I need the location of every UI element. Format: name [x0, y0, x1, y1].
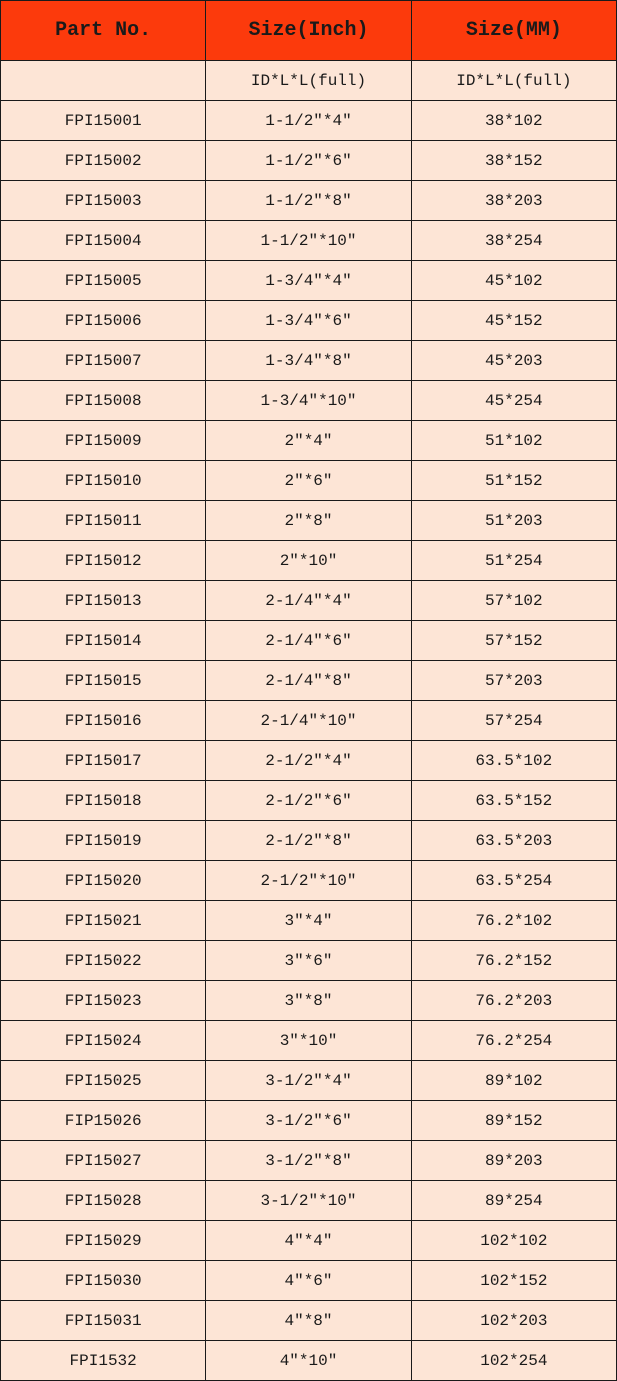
size-inch-cell: 4"*8" [206, 1301, 411, 1341]
part-no-cell: FPI15003 [1, 181, 206, 221]
part-no-cell: FPI15004 [1, 221, 206, 261]
header-size-mm: Size(MM) [411, 1, 616, 61]
table-row [1, 741, 617, 781]
size-mm-cell: 38*152 [411, 141, 616, 181]
table-row [1, 141, 617, 181]
table-row [1, 421, 617, 461]
size-inch-cell: 3"*10" [206, 1021, 411, 1061]
size-inch-cell: 3"*8" [206, 981, 411, 1021]
part-no-cell: FPI15024 [1, 1021, 206, 1061]
size-mm-cell: 57*102 [411, 581, 616, 621]
size-mm-cell: 45*102 [411, 261, 616, 301]
table-row [1, 1181, 617, 1221]
size-mm-cell: 76.2*102 [411, 901, 616, 941]
part-no-cell: FPI15014 [1, 621, 206, 661]
size-mm-cell: 38*102 [411, 101, 616, 141]
size-inch-cell: 1-1/2"*6" [206, 141, 411, 181]
part-no-cell: FPI15025 [1, 1061, 206, 1101]
part-no-cell: FPI15028 [1, 1181, 206, 1221]
size-inch-cell: 3-1/2"*6" [206, 1101, 411, 1141]
part-no-cell: FPI15020 [1, 861, 206, 901]
part-no-cell: FPI15016 [1, 701, 206, 741]
table-row [1, 381, 617, 421]
size-mm-cell: 45*254 [411, 381, 616, 421]
size-inch-cell: 3-1/2"*10" [206, 1181, 411, 1221]
size-inch-cell: 4"*10" [206, 1341, 411, 1381]
table-row [1, 261, 617, 301]
size-mm-cell: 89*102 [411, 1061, 616, 1101]
table-row [1, 581, 617, 621]
table-row [1, 621, 617, 661]
part-no-cell: FPI15023 [1, 981, 206, 1021]
size-inch-cell: 2-1/4"*4" [206, 581, 411, 621]
size-mm-cell: 63.5*203 [411, 821, 616, 861]
size-mm-cell: 63.5*152 [411, 781, 616, 821]
size-mm-cell: 102*203 [411, 1301, 616, 1341]
part-no-cell: FPI15022 [1, 941, 206, 981]
size-mm-cell: 102*254 [411, 1341, 616, 1381]
part-no-cell: FPI15031 [1, 1301, 206, 1341]
size-mm-cell: 76.2*254 [411, 1021, 616, 1061]
size-inch-cell: 1-3/4"*4" [206, 261, 411, 301]
size-inch-cell: 4"*6" [206, 1261, 411, 1301]
size-inch-cell: 3-1/2"*4" [206, 1061, 411, 1101]
table-row [1, 861, 617, 901]
table-row [1, 61, 617, 101]
table-row [1, 781, 617, 821]
size-mm-cell: 89*254 [411, 1181, 616, 1221]
table-row [1, 1061, 617, 1101]
size-inch-cell: 1-1/2"*4" [206, 101, 411, 141]
size-inch-cell: 2-1/2"*10" [206, 861, 411, 901]
header-size-inch: Size(Inch) [206, 1, 411, 61]
size-inch-cell: 3"*4" [206, 901, 411, 941]
table-row [1, 341, 617, 381]
size-inch-cell: 2"*4" [206, 421, 411, 461]
part-no-cell: FPI15011 [1, 501, 206, 541]
size-inch-cell: 2-1/4"*10" [206, 701, 411, 741]
part-no-cell: FPI1532 [1, 1341, 206, 1381]
size-mm-cell: 102*152 [411, 1261, 616, 1301]
part-no-cell: FPI15012 [1, 541, 206, 581]
part-no-cell: FPI15019 [1, 821, 206, 861]
size-mm-cell: 45*203 [411, 341, 616, 381]
table-row [1, 1221, 617, 1261]
table-row [1, 901, 617, 941]
table-row [1, 1301, 617, 1341]
part-no-cell: FIP15026 [1, 1101, 206, 1141]
part-no-cell: FPI15009 [1, 421, 206, 461]
size-mm-cell: 57*152 [411, 621, 616, 661]
table-row [1, 701, 617, 741]
size-inch-cell: 1-3/4"*6" [206, 301, 411, 341]
table-row [1, 941, 617, 981]
part-no-cell: FPI15002 [1, 141, 206, 181]
size-inch-cell: 2-1/2"*6" [206, 781, 411, 821]
size-inch-cell: ID*L*L(full) [206, 61, 411, 101]
size-inch-cell: 1-3/4"*10" [206, 381, 411, 421]
part-no-cell: FPI15015 [1, 661, 206, 701]
part-no-cell: FPI15029 [1, 1221, 206, 1261]
size-inch-cell: 2-1/2"*8" [206, 821, 411, 861]
table-row [1, 501, 617, 541]
size-inch-cell: 1-3/4"*8" [206, 341, 411, 381]
size-mm-cell: 51*152 [411, 461, 616, 501]
table-row [1, 661, 617, 701]
part-no-cell: FPI15018 [1, 781, 206, 821]
table-row [1, 461, 617, 501]
part-no-cell: FPI15008 [1, 381, 206, 421]
size-inch-cell: 3"*6" [206, 941, 411, 981]
size-mm-cell: 89*152 [411, 1101, 616, 1141]
table-row [1, 221, 617, 261]
size-inch-cell: 2"*8" [206, 501, 411, 541]
part-no-cell: FPI15005 [1, 261, 206, 301]
size-inch-cell: 3-1/2"*8" [206, 1141, 411, 1181]
table-row [1, 1101, 617, 1141]
table-row [1, 101, 617, 141]
size-inch-cell: 1-1/2"*8" [206, 181, 411, 221]
size-mm-cell: 38*203 [411, 181, 616, 221]
table-row [1, 821, 617, 861]
size-inch-cell: 2"*10" [206, 541, 411, 581]
part-no-cell [1, 61, 206, 101]
size-mm-cell: 76.2*152 [411, 941, 616, 981]
part-no-cell: FPI15013 [1, 581, 206, 621]
size-mm-cell: 38*254 [411, 221, 616, 261]
header-part-no: Part No. [1, 1, 206, 61]
part-no-cell: FPI15027 [1, 1141, 206, 1181]
size-mm-cell: 102*102 [411, 1221, 616, 1261]
size-mm-cell: 76.2*203 [411, 981, 616, 1021]
part-no-cell: FPI15010 [1, 461, 206, 501]
part-no-cell: FPI15017 [1, 741, 206, 781]
size-mm-cell: 57*254 [411, 701, 616, 741]
size-inch-cell: 4"*4" [206, 1221, 411, 1261]
size-mm-cell: 63.5*254 [411, 861, 616, 901]
table-body [1, 61, 617, 1381]
part-no-cell: FPI15030 [1, 1261, 206, 1301]
table-row [1, 1341, 617, 1381]
table-row [1, 1141, 617, 1181]
table-row [1, 301, 617, 341]
table-row [1, 1261, 617, 1301]
size-mm-cell: 51*102 [411, 421, 616, 461]
table-header [1, 1, 617, 61]
size-mm-cell: 89*203 [411, 1141, 616, 1181]
table-row [1, 981, 617, 1021]
size-mm-cell: 63.5*102 [411, 741, 616, 781]
part-no-cell: FPI15007 [1, 341, 206, 381]
part-no-cell: FPI15006 [1, 301, 206, 341]
size-inch-cell: 2-1/2"*4" [206, 741, 411, 781]
table-row [1, 181, 617, 221]
table-row [1, 1021, 617, 1061]
size-inch-cell: 1-1/2"*10" [206, 221, 411, 261]
size-inch-cell: 2-1/4"*8" [206, 661, 411, 701]
size-mm-cell: ID*L*L(full) [411, 61, 616, 101]
size-inch-cell: 2-1/4"*6" [206, 621, 411, 661]
size-mm-cell: 51*203 [411, 501, 616, 541]
size-mm-cell: 51*254 [411, 541, 616, 581]
table-row [1, 541, 617, 581]
part-no-cell: FPI15001 [1, 101, 206, 141]
size-inch-cell: 2"*6" [206, 461, 411, 501]
header-row [1, 1, 617, 61]
size-mm-cell: 45*152 [411, 301, 616, 341]
size-mm-cell: 57*203 [411, 661, 616, 701]
part-no-cell: FPI15021 [1, 901, 206, 941]
